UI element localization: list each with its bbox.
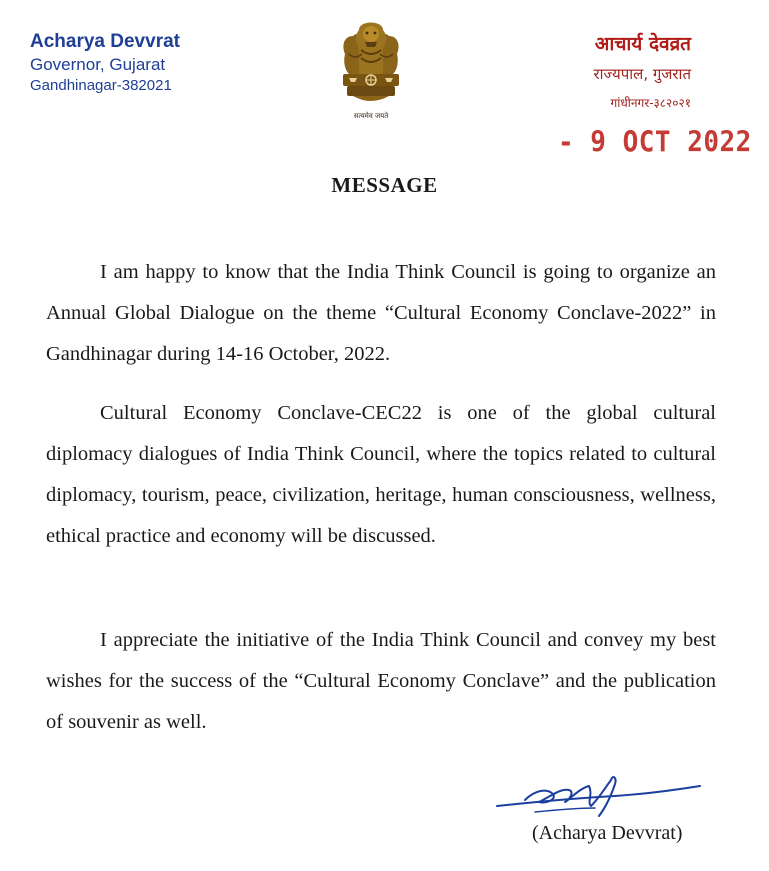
governor-title-english: Governor, Gujarat — [30, 54, 166, 74]
date-stamp: - 9 OCT 2022 — [558, 126, 752, 160]
letterhead-english — [30, 30, 180, 96]
message-paragraph-2: Cultural Economy Conclave-CEC22 is one of the global cultural diplomacy dialogues of India Think Council, where the topics related to cultural diplomacy, tourism, peace, civilization, heritage, human consciousness, wellness, ethical practice and economy will be discussed. — [46, 402, 716, 547]
emblem-motto: सत्यमेव जयते — [353, 112, 389, 120]
governor-name-hindi: आचार्य देवव्रत — [594, 33, 691, 55]
governor-address-hindi: गांधीनगर-३८२०२१ — [610, 96, 691, 110]
governor-name-english: Acharya Devvrat — [30, 31, 180, 52]
page-title: MESSAGE — [331, 173, 438, 197]
message-paragraph-3: I appreciate the initiative of the India Think Council and convey my best wishes for the success of the “Cultural Economy Conclave” and the publication of souvenir as well. — [46, 629, 716, 733]
letterhead-hindi — [593, 30, 691, 111]
message-paragraph-1: I am happy to know that the India Think Council is going to organize an Annual Global Dialogue on the theme “Cultural Economy Conclave-2022” in Gandhinagar during 14-16 October, 2022. — [46, 261, 716, 365]
governor-title-hindi: राज्यपाल, गुजरात — [593, 65, 691, 83]
governor-address-english: Gandhinagar-382021 — [30, 77, 172, 94]
lion-capital-icon — [331, 14, 411, 114]
signatory-name: (Acharya Devvrat) — [532, 822, 683, 844]
handwritten-signature — [495, 772, 705, 822]
state-emblem — [331, 14, 411, 124]
